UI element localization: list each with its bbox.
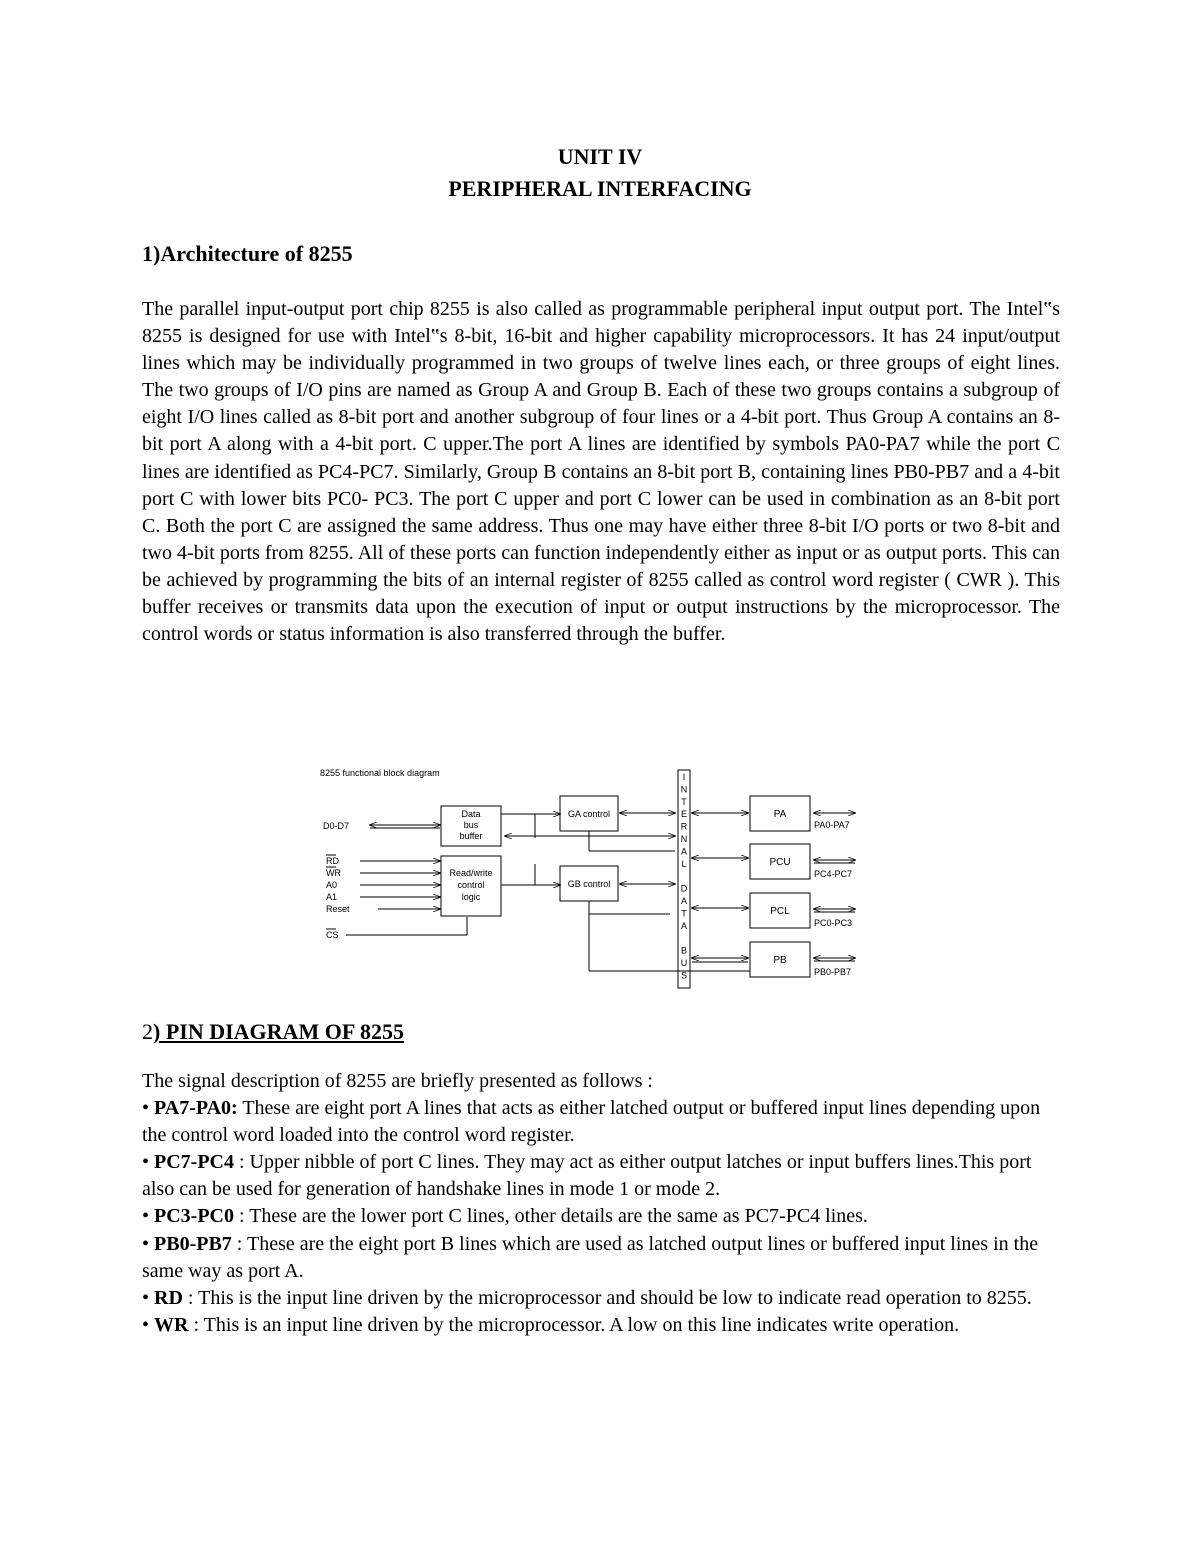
list-item: • RD : This is the input line driven by the microprocessor and should be low to indicate read operation to 8255. — [142, 1286, 1032, 1309]
signal-reset: Reset — [326, 904, 350, 914]
bus-letter: R — [680, 821, 688, 832]
gb-control-label: GB control — [567, 879, 611, 889]
bus-letter: B — [680, 945, 688, 956]
ga-control-label: GA control — [567, 809, 611, 819]
unit-title: UNIT IV — [557, 144, 643, 169]
signal-term: RD — [154, 1286, 183, 1309]
signal-a0: A0 — [326, 880, 338, 890]
architecture-paragraph: The parallel input-output port chip 8255 is also called as programmable peripheral input output port. The Intel‟s 8255 is designed for use with Intel‟s 8-bit, 16-bit and higher capability microprocessors. It has 24 input/output lines which may be individually programmed in two groups of twelve lines each, or three groups of eight lines. The two groups of I/O pins are named as Group A and Group B. Each of these two groups contains a subgroup of eight I/O lines called as 8-bit port and another subgroup of four lines or a 4-bit port. Thus Group A contains an 8-bit port A along with a 4-bit port. C upper.The port A lines are identified by symbols PA0-PA7 while the port C lines are identified as PC4-PC7. Similarly, Group B contains an 8-bit port B, containing lines PB0-PB7 and a 4-bit port C with lower bits PC0- PC3. The port C upper and port C lower can be used in combination as an 8-bit port C. Both the port C are assigned the same address. Thus one may have either three 8-bit I/O ports or two 8-bit and two 4-bit ports from 8255. All of these ports can function independently either as input or as output ports. This can be achieved by programming the bits of an internal register of 8255 called as control word register ( CWR ). This buffer receives or transmits data upon the execution of input or output instructions by the microprocessor. The control words or status information is also transferred through the buffer. — [142, 298, 1060, 646]
signal-text: : This is an input line driven by the microprocessor. A low on this line indicates write operation. — [188, 1313, 960, 1336]
diagram-caption: 8255 functional block diagram — [320, 768, 440, 778]
bus-letter: I — [682, 772, 686, 782]
signal-intro: The signal description of 8255 are briefly presented as follows : — [142, 1070, 653, 1092]
buffer-line-2: bus — [463, 820, 479, 830]
signal-rd: RD — [326, 856, 339, 866]
signal-term: PA7-PA0: — [154, 1097, 238, 1120]
rw-line-1: Read/write — [449, 868, 493, 878]
signal-term: PB0-PB7 — [154, 1232, 232, 1255]
list-item: • WR : This is an input line driven by the microprocessor. A low on this line indicates write operation. — [142, 1313, 960, 1336]
signal-text: : These are the eight port B lines which are used as latched output lines or buffered input lines in the same way as port A. — [142, 1232, 1039, 1282]
port-pcl-lines: PC0-PC3 — [814, 918, 853, 928]
buffer-line-1: Data — [461, 809, 481, 819]
section2-number: 2 — [142, 1019, 153, 1044]
bus-letter: A — [680, 896, 688, 906]
subject-title: PERIPHERAL INTERFACING — [448, 176, 752, 201]
bus-letter: N — [680, 834, 688, 844]
bus-letter: E — [680, 809, 688, 820]
signal-a1: A1 — [326, 892, 338, 902]
bus-letter: L — [681, 858, 687, 869]
data-bus-label: D0-D7 — [323, 821, 350, 831]
bus-letter: N — [680, 784, 688, 795]
rw-line-2: control — [457, 880, 485, 890]
internal-bus-letters — [681, 772, 688, 980]
signal-text: : These are the lower port C lines, other details are the same as PC7-PC4 lines. — [234, 1205, 868, 1228]
bus-letter: A — [680, 846, 688, 857]
bus-letter: A — [680, 920, 688, 931]
port-pa-label: PA — [773, 809, 787, 820]
signal-text: : Upper nibble of port C lines. They may act as either output latches or input buffers lines.This port also can be used for generation of handshake lines in mode 1 or mode 2. — [142, 1151, 1032, 1201]
port-pb-label: PB — [773, 955, 787, 966]
signal-wr: WR — [326, 868, 341, 878]
signal-term: WR — [154, 1313, 189, 1336]
list-item: • PC7-PC4 : Upper nibble of port C lines. They may act as either output latches or input buffers lines.This port also can be used for generation of handshake lines in mode 1 or mode 2. — [142, 1151, 1032, 1201]
signal-cs: CS — [326, 930, 339, 940]
functional-block-diagram — [320, 766, 880, 996]
port-pb-lines: PB0-PB7 — [814, 967, 852, 977]
signal-text: These are eight port A lines that acts as either latched output or buffered input lines depending upon the control word loaded into the control word register. — [142, 1097, 1041, 1147]
signal-description — [142, 1068, 1062, 1339]
port-pcu-label: PCU — [769, 857, 791, 868]
bus-letter: T — [681, 796, 687, 807]
section2-heading — [142, 1019, 404, 1045]
list-item: • PC3-PC0 : These are the lower port C lines, other details are the same as PC7-PC4 lines. — [142, 1205, 868, 1228]
section1-heading: 1)Architecture of 8255 — [142, 241, 353, 266]
bus-letter: D — [680, 883, 688, 894]
list-item: • PB0-PB7 : These are the eight port B lines which are used as latched output lines or buffered input lines in the same way as port A. — [142, 1232, 1039, 1282]
buffer-line-3: buffer — [459, 831, 483, 841]
port-pcl-label: PCL — [770, 906, 790, 917]
list-item: • PA7-PA0: These are eight port A lines that acts as either latched output or buffered input lines depending upon the control word loaded into the control word register. — [142, 1097, 1041, 1147]
signal-term: PC3-PC0 — [154, 1205, 234, 1228]
bus-letter: T — [681, 908, 687, 919]
rw-line-3: logic — [461, 892, 481, 902]
bus-letter: S — [680, 970, 688, 981]
signal-term: PC7-PC4 — [154, 1151, 234, 1174]
section2-title: ) PIN DIAGRAM OF 8255 — [153, 1019, 404, 1044]
port-pcu-lines: PC4-PC7 — [814, 869, 853, 879]
port-pa-lines: PA0-PA7 — [814, 820, 850, 830]
signal-text: : This is the input line driven by the microprocessor and should be low to indicate read operation to 8255. — [182, 1286, 1032, 1309]
bus-letter: U — [680, 958, 688, 968]
